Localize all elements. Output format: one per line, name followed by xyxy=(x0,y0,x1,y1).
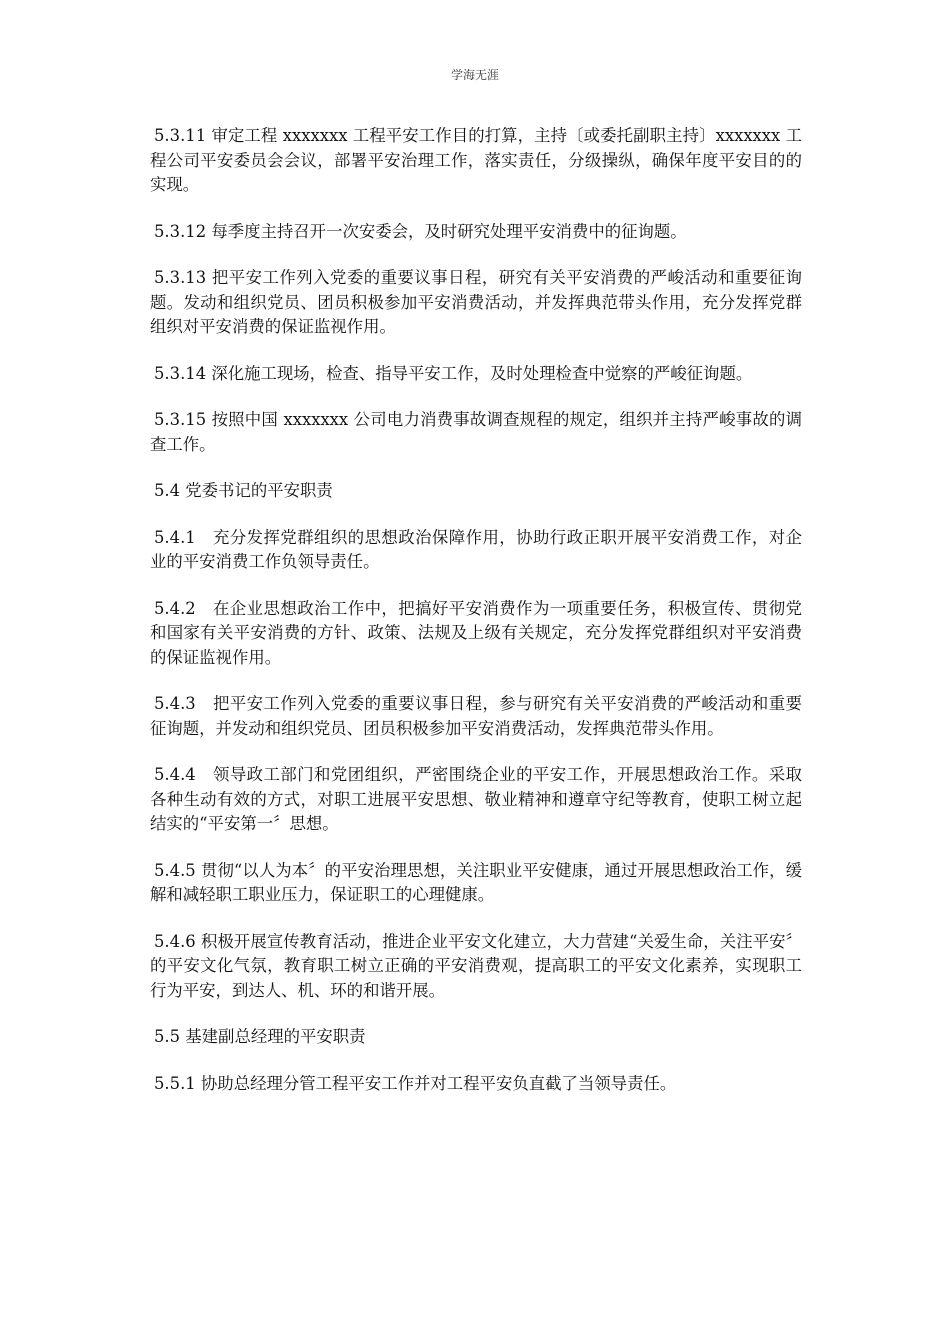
paragraph-5-3-13: 5.3.13 把平安工作列入党委的重要议事日程，研究有关平安消费的严峻活动和重要征询题。发动和组织党员、团员积极参加平安消费活动，并发挥典范带头作用，充分发挥党群组织对平安消费的保证监视作用。 xyxy=(150,268,802,336)
section-heading-5-4: 5.4 党委书记的平安职责 xyxy=(154,481,333,500)
paragraph-5-4-5: 5.4.5 贯彻“以人为本〞的平安治理思想，关注职业平安健康，通过开展思想政治工作，缓解和减轻职工职业压力，保证职工的心理健康。 xyxy=(150,860,802,904)
paragraph-5-3-12: 5.3.12 每季度主持召开一次安委会，及时研究处理平安消费中的征询题。 xyxy=(154,221,687,241)
paragraph-5-4-2: 5.4.2 在企业思想政治工作中，把搞好平安消费作为一项重要任务，积极宣传、贯彻党和国家有关平安消费的方针、政策、法规及上级有关规定，充分发挥党群组织对平安消费的保证监视作用。 xyxy=(150,598,802,667)
paragraph-5-4-1: 5.4.1 充分发挥党群组织的思想政治保障作用，协助行政正职开展平安消费工作，对企业的平安消费工作负领导责任。 xyxy=(150,527,802,571)
paragraph-5-4-4: 5.4.4 领导政工部门和党团组织，严密围绕企业的平安工作，开展思想政治工作。采取各种生动有效的方式，对职工进展平安思想、敬业精神和遵章守纪等教育，使职工树立起结实的“平安第一〞思想。 xyxy=(150,765,802,833)
page-header: 学海无涯 xyxy=(450,68,499,82)
document-body xyxy=(150,124,802,1118)
section-heading-5-5: 5.5 基建副总经理的平安职责 xyxy=(154,1027,366,1046)
paragraph-5-5-1: 5.5.1 协助总经理分管工程平安工作并对工程平安负直截了当领导责任。 xyxy=(154,1073,677,1093)
paragraph-5-4-3: 5.4.3 把平安工作列入党委的重要议事日程，参与研究有关平安消费的严峻活动和重要征询题，并发动和组织党员、团员积极参加平安消费活动，发挥典范带头作用。 xyxy=(150,694,802,738)
paragraph-5-3-14: 5.3.14 深化施工现场，检查、指导平安工作，及时处理检查中觉察的严峻征询题。 xyxy=(154,363,753,383)
paragraph-5-4-6: 5.4.6 积极开展宣传教育活动，推进企业平安文化建立，大力营建“关爱生命，关注平安〞的平安文化气氛，教育职工树立正确的平安消费观，提高职工的平安文化素养，实现职工行为平安，到达人、机、环的和谐开展。 xyxy=(150,931,802,1000)
paragraph-5-3-11: 5.3.11 审定工程 xxxxxxx 工程平安工作目的打算，主持〔或委托副职主持〕xxxxxxx 工程公司平安委员会会议，部署平安治理工作，落实责任，分级操纵，确保年度平安目的的实现。 xyxy=(150,126,802,194)
paragraph-5-3-15: 5.3.15 按照中国 xxxxxxx 公司电力消费事故调查规程的规定，组织并主持严峻事故的调查工作。 xyxy=(150,410,802,454)
